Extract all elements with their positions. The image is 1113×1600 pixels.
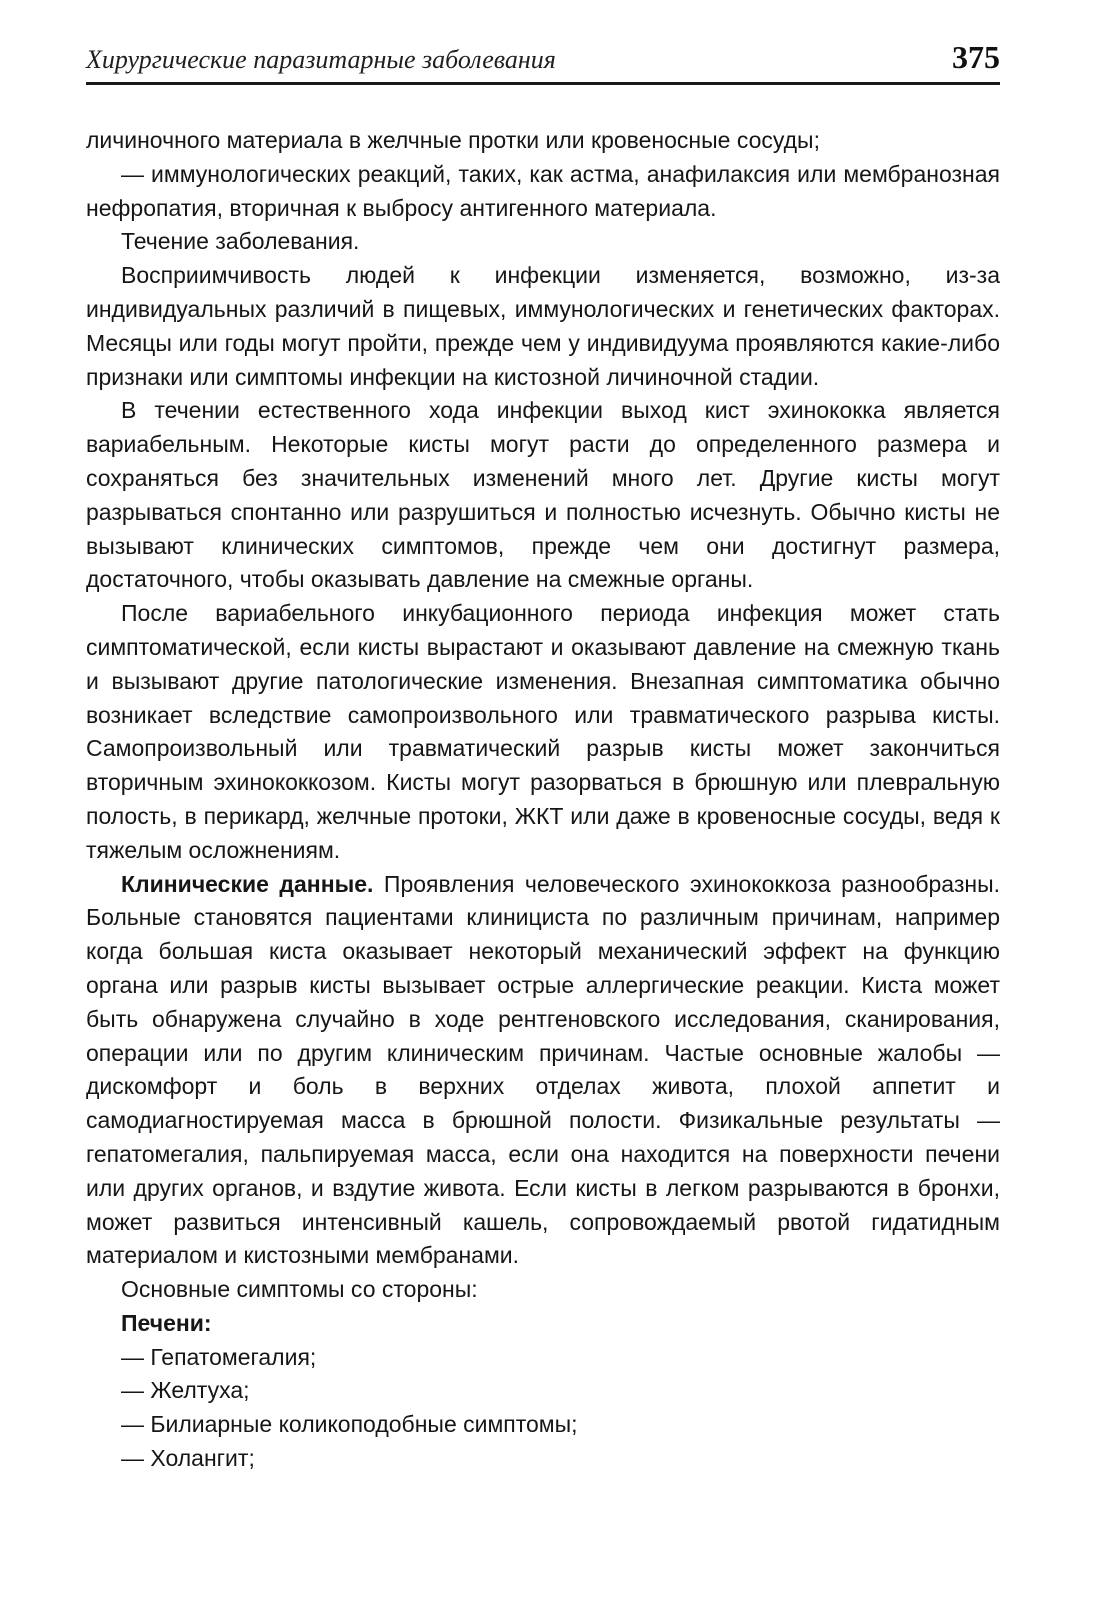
liver-heading: Печени: [121,1309,212,1336]
body-text [86,124,1000,1476]
liver-symptom-item: — Гепатомегалия; [121,1343,317,1370]
clinical-data-text: Проявления человеческого эхинококкоза разнообразны. Больные становятся пациентами клинициста по различным причинам, например когда большая киста оказывает некоторый механический эффект на функцию органа или разрыв кисты вызывает острые аллергические реакции. Киста может быть обнаружена случайно в ходе рентгеновского исследования, сканирования, операции или по другим клиническим причинам. Частые основные жалобы — дискомфорт и боль в верхних отделах живота, плохой аппетит и самодиагностируемая масса в брюшной полости. Физикальные результаты — гепатомегалия, пальпируемая масса, если она находится на поверхности печени или других органов, и вздутие живота. Если кисты в легком разрываются в бронхи, может развиться интенсивный кашель, сопровождаемый рвотой гидатидным материалом и кистозными мембранами. [86,870,1000,1269]
page-number: 375 [952,39,1000,75]
section-label-course: Течение заболевания. [121,228,360,255]
paragraph-incubation: После вариабельного инкубационного периода инфекция может стать симптоматической, если кисты вырастают и оказывают давление на смежную ткань и вызывают другие патологические изменения. Внезапная симптоматика обычно возникает вследствие самопроизвольного или травматического разрыва кисты. Самопроизвольный или травматический разрыв кисты может закончиться вторичным эхинококкозом. Кисты могут разорваться в брюшную или плевральную полость, в перикард, желчные протоки, ЖКТ или даже в кровеносные сосуды, ведя к тяжелым осложнениям. [86,600,1000,863]
running-header [86,38,1000,85]
liver-symptom-item: — Желтуха; [121,1377,250,1404]
list-item-immunological: — иммунологических реакций, таких, как астма, анафилаксия или мембранозная нефропатия, вторичная к выбросу антигенного материала. [86,160,1000,221]
liver-symptom-item: — Холангит; [121,1445,255,1472]
chapter-title: Хирургические паразитарные заболевания [86,45,556,74]
paragraph-clinical-data [86,868,1000,1274]
paragraph-natural-course: В течении естественного хода инфекции выход кист эхинококка является вариабельным. Некоторые кисты могут расти до определенного размера и сохраняться без значительных изменений много лет. Другие кисты могут разрываться спонтанно или разрушиться и полностью исчезнуть. Обычно кисты не вызывают клинических симптомов, прежде чем они достигнут размера, достаточного, чтобы оказывать давление на смежные органы. [86,397,1000,593]
clinical-data-heading: Клинические данные. [121,870,374,897]
liver-symptom-item: — Билиарные коликоподобные симптомы; [121,1411,578,1438]
symptoms-intro: Основные симптомы со стороны: [121,1276,478,1303]
paragraph-continuation: личиночного материала в желчные протки или кровеносные сосуды; [86,127,820,153]
paragraph-susceptibility: Восприимчивость людей к инфекции изменяется, возможно, из-за индивидуальных различий в пищевых, иммунологических и генетических факторах. Месяцы или годы могут пройти, прежде чем у индивидуума проявляются какие-либо признаки или симптомы инфекции на кистозной личиночной стадии. [86,262,1000,390]
